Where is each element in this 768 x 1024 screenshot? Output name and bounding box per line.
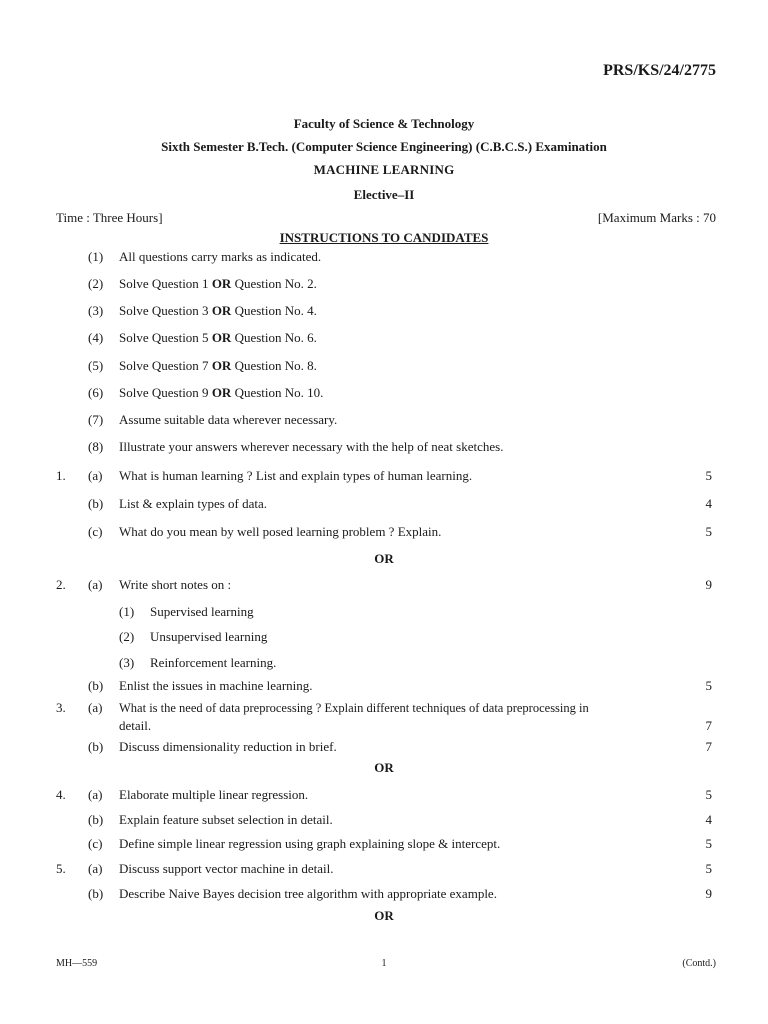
question-2b: (b) Enlist the issues in machine learning. 5	[88, 678, 712, 693]
or-divider: OR	[374, 551, 394, 566]
page-number: 1	[381, 958, 387, 969]
instruction-item: (4) Solve Question 5 OR Question No. 6.	[88, 330, 317, 345]
faculty-heading: Faculty of Science & Technology	[293, 116, 475, 131]
contd-label: (Contd.)	[682, 958, 716, 969]
elective-heading: Elective–II	[353, 187, 415, 202]
exam-heading: Sixth Semester B.Tech. (Computer Science Engineering) (C.B.C.S.) Examination	[161, 139, 607, 154]
time-label: Time : Three Hours]	[56, 210, 163, 225]
instruction-item: (3) Solve Question 3 OR Question No. 4.	[88, 303, 317, 318]
instruction-item: (7) Assume suitable data wherever necessary.	[88, 412, 338, 427]
or-divider: OR	[374, 760, 394, 775]
question-4b: (b) Explain feature subset selection in detail. 4	[88, 812, 712, 827]
question-3b: (b) Discuss dimensionality reduction in brief. 7	[88, 739, 712, 754]
question-1a: 1. (a) What is human learning ? List and explain types of human learning. 5	[56, 468, 712, 483]
subject-heading: MACHINE LEARNING	[313, 162, 455, 177]
instruction-item: (6) Solve Question 9 OR Question No. 10.	[88, 385, 324, 400]
question-4c: (c) Define simple linear regression using graph explaining slope & intercept. 5	[88, 836, 712, 851]
instructions-title: INSTRUCTIONS TO CANDIDATES	[279, 230, 489, 245]
question-5a: 5. (a) Discuss support vector machine in detail. 5	[56, 861, 712, 876]
instruction-item: (2) Solve Question 1 OR Question No. 2.	[88, 276, 317, 291]
question-2a: 2. (a) Write short notes on : 9	[56, 577, 712, 592]
question-2a-item: (3) Reinforcement learning.	[119, 655, 277, 670]
question-2a-item: (2) Unsupervised learning	[119, 629, 268, 644]
question-1c: (c) What do you mean by well posed learning problem ? Explain. 5	[88, 524, 712, 539]
question-3a-cont: detail. 7	[119, 718, 712, 733]
question-1b: (b) List & explain types of data. 4	[88, 496, 712, 511]
question-4a: 4. (a) Elaborate multiple linear regression. 5	[56, 787, 712, 802]
instruction-item: (8) Illustrate your answers wherever necessary with the help of neat sketches.	[88, 439, 504, 454]
paper-code: PRS/KS/24/2775	[603, 62, 716, 79]
question-2a-item: (1) Supervised learning	[119, 604, 254, 619]
instruction-item: (5) Solve Question 7 OR Question No. 8.	[88, 358, 317, 373]
or-divider: OR	[374, 908, 394, 923]
instruction-item: (1) All questions carry marks as indicated.	[88, 249, 322, 264]
footer-code: MH—559	[56, 958, 98, 969]
max-marks-label: [Maximum Marks : 70	[597, 210, 716, 225]
question-5b: (b) Describe Naive Bayes decision tree algorithm with appropriate example. 9	[88, 886, 712, 901]
question-3a: 3. (a) What is the need of data preprocessing ? Explain different techniques of data preprocessing in	[56, 700, 589, 715]
